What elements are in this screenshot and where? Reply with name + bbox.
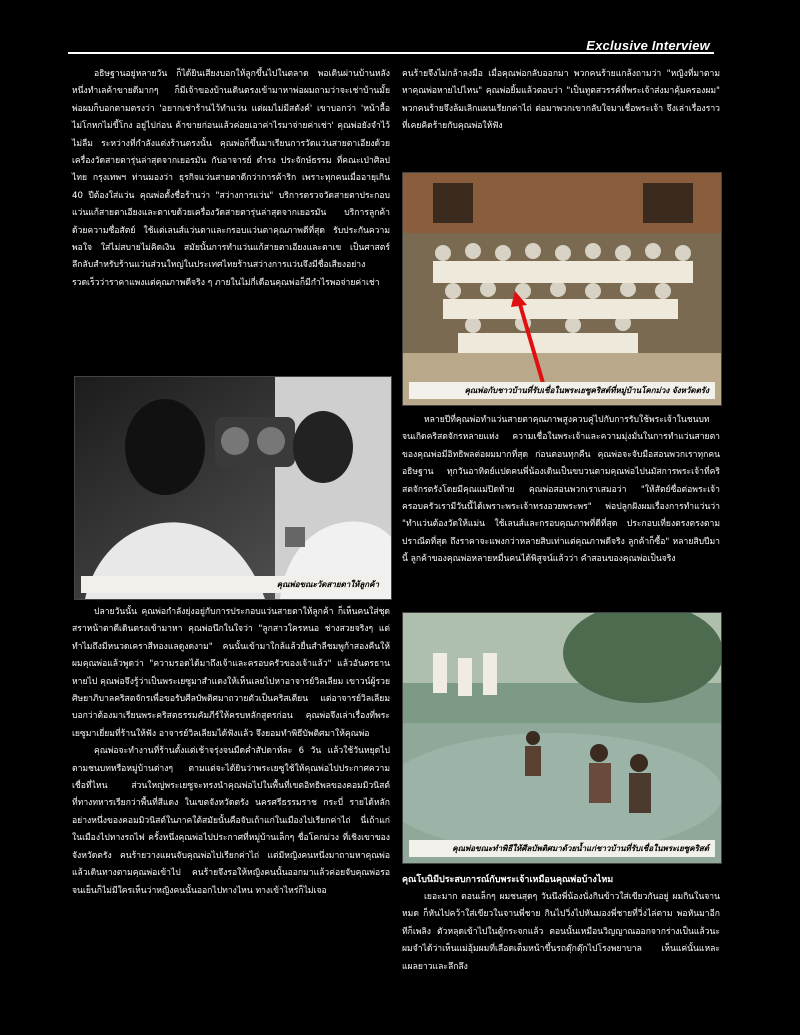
photo-eye-exam-image	[75, 377, 391, 599]
photo-baptism-image	[403, 613, 721, 863]
photo-villagers-group-caption: คุณพ่อกับชาวบ้านที่รับเชื่อในพระเยซูคริสต์ที่หมู่บ้านโคกม่วง จังหวัดตรัง	[409, 382, 715, 399]
right-paragraph-3: เยอะมาก ตอนเล็กๆ ผมชนสุดๆ วันนึงพี่น้องนั่งกินข้าวใส่เขียวกันอยู่ ผมกินในจานหมด ก็หันไปคว้าใส่เขียวในจานพี่ชาย กินไปวิ่งไปหันมองพี่ชายที่วิ่งไล่ตาม พอหันมาอีกทีก็เพลิง ตัวหลุดเข้าไปในตู้กระจกแล้ว ตอนนั้นเหมือนวิญญาณออกจากร่างเป็นแล้วนะ ผมจำได้ว่าเห็นแม่อุ้มผมที่เลือดเต็มหน้าขึ้นรถตุ๊กตุ๊กไปโรงพยาบาล เห็นแค่นั้นแหละ แผลยาวและลึกลึง	[402, 892, 720, 972]
photo-baptism	[402, 612, 722, 864]
right-column-middle	[402, 412, 720, 569]
left-paragraph-3: คุณพ่อจะทำงานที่ร้านตั้งแต่เช้าจรุ่งจนมืดค่ำสัปดาห์ละ 6 วัน แล้วใช้วันหยุดไปตามชนบทหรือหมู่บ้านต่างๆ ตามแต่จะได้ยินว่าพระเยซูใช้ให้คุณพ่อไปประกาศความเชื่อที่ไหน ส่วนใหญ่พระเยซูจะทรงนำคุณพ่อไปในพื้นที่เขตอิทธิพลของคอมมิวนิสต์ ที่ทางทหารเรียกว่าพื้นที่สีแดง ในเขตจังหวัดตรัง นครศรีธรรมราช กระบี่ รายได้หลักอย่างหนึ่งของคอมมิวนิสต์ในภาคใต้สมัยนั้นคือจับเถ้าแก่ในเมืองไปเรียกค่าไถ่ นี่เถ้าแก่ในเมืองไปทางรถไฟ ครั้งหนึ่งคุณพ่อไปประกาศที่หมู่บ้านเล็กๆ ชื่อโคกม่วง ที่เชิงเขาของจังหวัดตรัง คนร้ายวางแผนจับคุณพ่อไปเรียกค่าไถ่ แต่มีหญิงคนหนึ่งมาถามหาคุณพ่อแล้วเดินทางตามคุณพ่อเข้าไป คนร้ายจึงรอให้หญิงคนนั้นออกมาแล้วค่อยจับคุณพ่อรอจนเย็นก็ไม่มีใครเห็นว่าหญิงคนนั้นออกไปทางไหน ทางเข้าไหร่ก็ไม่เจอ	[72, 746, 390, 896]
photo-villagers-group	[402, 172, 722, 406]
right-column	[402, 66, 720, 136]
right-column-lower	[402, 872, 720, 976]
photo-eye-exam-caption: คุณพ่อขณะวัดสายตาให้ลูกค้า	[81, 576, 385, 593]
photo-villagers-group-image	[403, 173, 721, 405]
left-column	[72, 66, 390, 292]
right-paragraph-2: หลายปีที่คุณพ่อทำแว่นสายตาคุณภาพสูงควบคู่ไปกับการรับใช้พระเจ้าในชนบทจนเกิดคริสตจักรหลายแห่ง ความเชื่อในพระเจ้าและความมุ่งมั่นในการทำแว่นสายตาของคุณพ่อมีอิทธิพลต่อผมมากที่สุด ก่อนตอนทุกคืน คุณพ่อจะจับมือสอนพวกเราทุกคนอธิษฐาน ทุกวันอาทิตย์แปดคนพี่น้องเดินเป็นขบวนตามคุณพ่อไปนมัสการพระเจ้าที่คริสตจักรตรังโดยมีคุณแม่ปิดท้าย คุณพ่อสอนพวกเราเสมอว่า "ให้สัตย์ซื่อต่อพระเจ้า ครอบครัวเรามีวันนี้ได้เพราะพระเจ้าทรงอวยพระพร" พ่อปลูกฝังผมเรื่องการทำแว่นว่า "ทำแว่นต้องวัดให้แม่น ใช้เลนส์และกรอบคุณภาพที่ดีที่สุด ประกอบเที่ยงตรงตรงตามปราณีตที่สุด ถึงราคาจะแพงกว่าหลายสิบเท่าแต่คุณภาพดีจริง ลูกค้าก็ซื้อ" หลายสิบปีมานี้ ลูกค้าของคุณพ่อหลายหมื่นคนได้พิสูจน์แล้วว่า คำสอนของคุณพ่อเป็นจริง	[402, 415, 720, 565]
photo-eye-exam	[74, 376, 392, 600]
left-column-lower	[72, 604, 390, 900]
left-paragraph-2: ปลายวันนั้น คุณพ่อกำลังยุ่งอยู่กับการประกอบแว่นสายตาให้ลูกค้า ก็เห็นคนใส่ชุดสราหน้าตาดีเดินตรงเข้ามาหา คุณพ่อนึกในใจว่า "ลูกสาวใครหนอ ช่างสวยจริงๆ แต่ทำไมถึงมีหนวดเคราสีทองแลดูงดงาม" คนนั้นเข้ามาใกล้แล้วยื่นสำลีชมพูก้าสองคืนให้ผมคุณพ่อแล้วพูดว่า "ความรอดได้มาถึงเจ้าและครอบครัวของเจ้าแล้ว" แล้วอันตรธานหายไป คุณพ่อจึงรู้ว่าเป็นพระเยซูมาสำแดงให้เห็นเลยไปหาอาจารย์วิลเลียม เขาวน์ผู้รวย ศิษยาภิบาลคริสตจักรเพื่อขอรับศีลบัพติศมาถวายตัวเป็นคริสเตียน แต่อาจารย์วิลเลียม บอกว่าต้องมาเรียนพระคริสตธรรมคัมภีร์ให้ครบหลักสูตรก่อน คุณพ่อจึงเล่าเรื่องที่พระเยซูมาเยี่ยมที่ร้านให้ฟัง อาจารย์วิลเลียมได้ฟังแล้ว จึงยอมทำพิธีบัพติศมาให้คุณพ่อ	[72, 607, 390, 739]
header-title: Exclusive Interview	[586, 38, 710, 53]
section-heading: คุณโบนิมีประสบการณ์กับพระเจ้าเหมือนคุณพ่อบ้างไหม	[402, 875, 614, 885]
photo-baptism-caption: คุณพ่อขณะทำพิธีให้ศีลบัพติศมาด้วยน้ำแก่ชาวบ้านที่รับเชื่อในพระเยซูคริสต์	[409, 840, 715, 857]
left-paragraph-1: อธิษฐานอยู่หลายวัน ก็ได้ยินเสียงบอกให้ลูกขึ้นไปในตลาด พอเดินผ่านบ้านหลังหนึ่งทำเลค้าขายดีมากๆ ก็มีเจ้าของบ้านเดินตรงเข้ามาหาพ่อผมถามว่าจะเช่าบ้านมั้ย พ่อผมก็บอกตามตรงว่า 'อยากเช่าร้านไว้ทำแว่น แต่ผมไม่มีสตังค์' เขาบอกว่า 'หน้าลื้อไม่โกหกไม่ขี้โกง อยู่ไปก่อน ค้าขายก่อนแล้วค่อยเอาค่าไรมาจ่ายค่าเช่า' คุณพ่อยังจำไว้ไม่ลืม ระหว่างที่กำลังแต่งร้านตรงนั้น คุณพ่อก็ขึ้นมาเรียนการวัดแว่นสายตาเอียงด้วยเครื่องวัดสายตารุ่นล่าสุดจากเยอรมัน กับอาจารย์ ดำรง ประจักษ์ธรรม ที่คณะเป่าศิลปไทย กรุงเทพฯ ท่านมองว่า ธุรกิจแว่นสายตาดีกว่าการค้าริก เพราะทุกคนเมื่ออายุเกิน 40 ปีต้องใส่แว่น คุณพ่อตั้งชื่อร้านว่า "สว่างการแว่น" บริการตรวจวัดสายตาประกอบแว่นแก้สายตาเอียงและตาเขด้วยเครื่องวัดสายตารุ่นล่าสุดจากเยอรมัน บริการลูกค้าด้วยความซื่อสัตย์ ใช้แต่เลนส์แว่นตาและกรอบแว่นตาคุณภาพดีที่สุด รับประกันความพอใจ ใส่ไม่สบายไม่คิดเงิน สมัยนั้นการทำแว่นแก้สายตาเอียงและตาเข เป็นศาสตร์ลึกลับสำหรับร้านแว่นส่วนใหญ่ในประเทศไทยร้านสว่างการแว่นจึงมีชื่อเสียงอย่างรวดเร็วว่าราคาแพงแต่คุณภาพดีจริง ๆ ภายในไม่กี่เดือนคุณพ่อก็มีกำไรพอจ่ายค่าเช่า	[72, 69, 390, 288]
right-paragraph-1: คนร้ายจึงไม่กล้าลงมือ เมื่อคุณพ่อกลับออกมา พวกคนร้ายแกล้งถามว่า "หญิงที่มาตามหาคุณพ่อหายไปไหน" คุณพ่อยิ้มแล้วตอบว่า "เป็นทูตสวรรค์ที่พระเจ้าส่งมาคุ้มครองผม" พวกคนร้ายจึงล้มเลิกแผนเรียกค่าไถ่ ต่อมาพวกเขากลับใจมาเชื่อพระเจ้า จึงเล่าเรื่องราวที่เคยคิดร้ายกับคุณพ่อให้ฟัง	[402, 69, 720, 132]
